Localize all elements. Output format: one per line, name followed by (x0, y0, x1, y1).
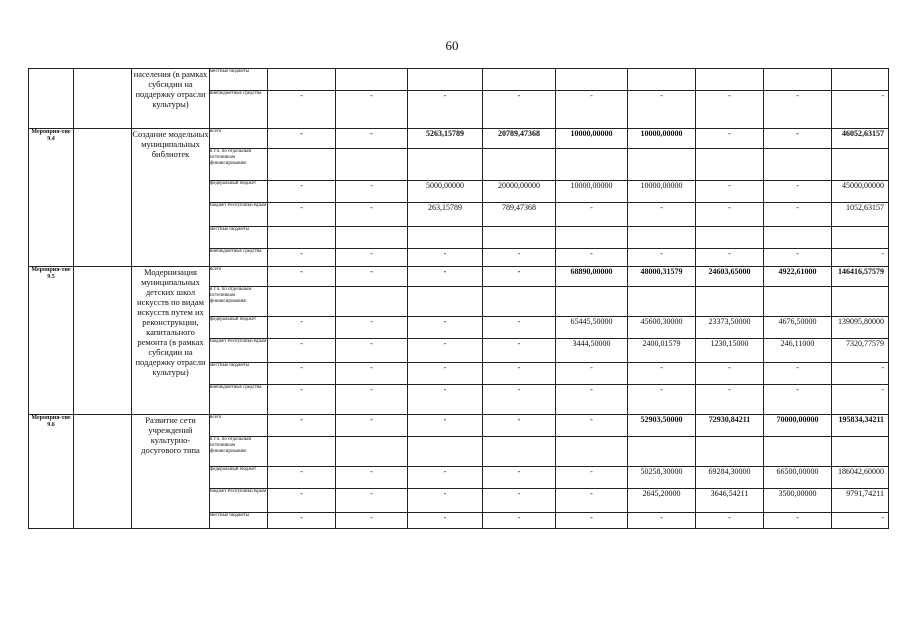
value-cell: - (696, 91, 764, 129)
value-cell: - (408, 91, 483, 129)
executor-cell (74, 129, 132, 267)
page-number: 60 (445, 38, 459, 53)
value-cell: - (628, 385, 696, 415)
value-cell (696, 287, 764, 317)
value-cell: - (336, 129, 408, 149)
total-cell: 46052,63157 (832, 129, 889, 149)
value-cell: 48000,31579 (628, 267, 696, 287)
table-row (29, 69, 889, 91)
value-cell: - (268, 317, 336, 339)
value-cell: - (483, 91, 556, 129)
executor-cell (74, 69, 132, 129)
value-cell: 3646,54211 (696, 489, 764, 513)
value-cell: - (336, 339, 408, 363)
source-cell: федеральный бюджет (210, 317, 268, 339)
source-cell: в т.ч. по отдельным источникам финансирования: (210, 437, 268, 467)
activity-name-cell: населения (в рамках субсидии на поддержку отрасли культуры) (132, 69, 210, 129)
value-cell: - (556, 513, 628, 529)
value-cell: - (268, 339, 336, 363)
activity-cell: Мероприя-тие 9.4 (29, 129, 74, 267)
value-cell (408, 69, 483, 91)
value-cell: - (336, 415, 408, 437)
value-cell: - (696, 129, 764, 149)
value-cell (336, 69, 408, 91)
total-cell: 139095,80000 (832, 317, 889, 339)
value-cell (408, 149, 483, 181)
value-cell (268, 287, 336, 317)
value-cell: - (408, 249, 483, 267)
source-cell: внебюджетные средства (210, 91, 268, 129)
value-cell (628, 149, 696, 181)
value-cell (764, 437, 832, 467)
value-cell: - (628, 203, 696, 227)
value-cell: 50258,30000 (628, 467, 696, 489)
value-cell: 263,15789 (408, 203, 483, 227)
value-cell: 52903,50000 (628, 415, 696, 437)
value-cell: 65445,50000 (556, 317, 628, 339)
value-cell: - (483, 317, 556, 339)
source-cell: федеральный бюджет (210, 181, 268, 203)
value-cell: - (268, 267, 336, 287)
value-cell (764, 149, 832, 181)
value-cell: - (483, 339, 556, 363)
value-cell: 789,47368 (483, 203, 556, 227)
activity-cell: Мероприя-тие 9.5 (29, 267, 74, 415)
value-cell: 5000,00000 (408, 181, 483, 203)
value-cell (408, 227, 483, 249)
value-cell (268, 149, 336, 181)
value-cell: - (764, 363, 832, 385)
value-cell: - (556, 249, 628, 267)
value-cell: - (764, 513, 832, 529)
value-cell: - (696, 181, 764, 203)
total-cell (832, 69, 889, 91)
value-cell: - (268, 415, 336, 437)
value-cell: - (408, 415, 483, 437)
value-cell: - (336, 467, 408, 489)
total-cell: - (832, 513, 889, 529)
total-cell (832, 227, 889, 249)
value-cell (556, 227, 628, 249)
value-cell: - (268, 203, 336, 227)
value-cell (483, 227, 556, 249)
value-cell: - (556, 489, 628, 513)
source-cell: бюджет Республики Крым (210, 203, 268, 227)
value-cell: - (408, 339, 483, 363)
value-cell: - (556, 363, 628, 385)
source-cell: местные бюджеты (210, 513, 268, 529)
value-cell: - (336, 249, 408, 267)
source-cell: всего (210, 415, 268, 437)
activity-name-cell: Создание модельных муниципальных библиотек (132, 129, 210, 267)
value-cell: - (764, 249, 832, 267)
value-cell: - (336, 363, 408, 385)
activity-name-cell: Модернизация муниципальных детских школ искусств по видам искусств путем их реконструкции, капитального ремонта (в рамках субсидии на поддержку отрасли культуры) (132, 267, 210, 415)
value-cell: - (483, 267, 556, 287)
value-cell (628, 69, 696, 91)
executor-cell (74, 415, 132, 529)
value-cell: - (268, 489, 336, 513)
value-cell (268, 437, 336, 467)
value-cell: - (696, 249, 764, 267)
value-cell: - (336, 91, 408, 129)
source-cell: местные бюджеты (210, 227, 268, 249)
source-cell: внебюджетные средства (210, 249, 268, 267)
value-cell: 10000,00000 (556, 129, 628, 149)
source-cell: в т.ч. по отдельным источникам финансирования: (210, 149, 268, 181)
value-cell: - (268, 513, 336, 529)
value-cell (628, 227, 696, 249)
value-cell: 20789,47368 (483, 129, 556, 149)
value-cell: - (764, 385, 832, 415)
total-cell: 146416,57579 (832, 267, 889, 287)
value-cell: 20000,00000 (483, 181, 556, 203)
value-cell: - (268, 249, 336, 267)
total-cell: 1052,63157 (832, 203, 889, 227)
activity-cell: Мероприя-тие 9.6 (29, 415, 74, 529)
source-cell: внебюджетные средства (210, 385, 268, 415)
value-cell: 2400,01579 (628, 339, 696, 363)
value-cell (556, 437, 628, 467)
total-cell: - (832, 249, 889, 267)
value-cell (556, 287, 628, 317)
value-cell (336, 227, 408, 249)
source-cell: федеральный бюджет (210, 467, 268, 489)
value-cell (268, 69, 336, 91)
value-cell: - (556, 415, 628, 437)
value-cell (628, 287, 696, 317)
value-cell: - (483, 385, 556, 415)
total-cell: 45000,00000 (832, 181, 889, 203)
value-cell: - (764, 181, 832, 203)
value-cell: - (628, 91, 696, 129)
source-cell: местные бюджеты (210, 363, 268, 385)
value-cell: - (628, 363, 696, 385)
activity-name-cell: Развитие сети учреждений культурно-досугового типа (132, 415, 210, 529)
value-cell: - (268, 181, 336, 203)
value-cell (483, 287, 556, 317)
value-cell: - (628, 513, 696, 529)
value-cell: - (336, 513, 408, 529)
value-cell (764, 227, 832, 249)
source-cell: бюджет Республики Крым (210, 339, 268, 363)
total-cell: 7320,77579 (832, 339, 889, 363)
value-cell: - (556, 467, 628, 489)
value-cell: - (696, 513, 764, 529)
value-cell: - (336, 267, 408, 287)
value-cell: 10000,00000 (556, 181, 628, 203)
value-cell: - (764, 129, 832, 149)
value-cell: - (556, 91, 628, 129)
total-cell: 186042,60000 (832, 467, 889, 489)
value-cell: - (696, 363, 764, 385)
total-cell: - (832, 385, 889, 415)
value-cell: 10000,00000 (628, 181, 696, 203)
value-cell: 4676,50000 (764, 317, 832, 339)
value-cell: 4922,61000 (764, 267, 832, 287)
value-cell (556, 69, 628, 91)
value-cell: - (408, 467, 483, 489)
value-cell: - (408, 489, 483, 513)
table-row (29, 267, 889, 287)
source-cell: бюджет Республики Крым (210, 489, 268, 513)
total-cell (832, 287, 889, 317)
value-cell (336, 287, 408, 317)
source-cell: всего (210, 129, 268, 149)
value-cell: 69284,30000 (696, 467, 764, 489)
total-cell: 9791,74211 (832, 489, 889, 513)
total-cell: - (832, 363, 889, 385)
value-cell: - (268, 91, 336, 129)
value-cell (336, 437, 408, 467)
value-cell: - (483, 467, 556, 489)
executor-cell (74, 267, 132, 415)
value-cell (696, 437, 764, 467)
value-cell: 24603,65000 (696, 267, 764, 287)
total-cell (832, 149, 889, 181)
value-cell: - (268, 467, 336, 489)
value-cell (628, 437, 696, 467)
value-cell: - (696, 385, 764, 415)
value-cell: - (764, 203, 832, 227)
total-cell: - (832, 91, 889, 129)
value-cell: 246,11000 (764, 339, 832, 363)
value-cell (483, 149, 556, 181)
value-cell (483, 437, 556, 467)
source-cell: в т.ч. по отдельным источникам финансирования: (210, 287, 268, 317)
value-cell: - (483, 513, 556, 529)
value-cell: 5263,15789 (408, 129, 483, 149)
value-cell: - (408, 513, 483, 529)
value-cell: 3500,00000 (764, 489, 832, 513)
value-cell (268, 227, 336, 249)
activity-cell (29, 69, 74, 129)
value-cell: - (408, 267, 483, 287)
value-cell: 45600,30000 (628, 317, 696, 339)
value-cell: - (483, 249, 556, 267)
value-cell: 72930,84211 (696, 415, 764, 437)
value-cell: - (268, 129, 336, 149)
value-cell: - (336, 317, 408, 339)
value-cell: - (336, 181, 408, 203)
value-cell: - (336, 203, 408, 227)
value-cell: 2645,20000 (628, 489, 696, 513)
total-cell (832, 437, 889, 467)
value-cell: 10000,00000 (628, 129, 696, 149)
value-cell: - (336, 385, 408, 415)
value-cell: 23373,50000 (696, 317, 764, 339)
value-cell: - (764, 91, 832, 129)
value-cell (556, 149, 628, 181)
value-cell: 68890,00000 (556, 267, 628, 287)
value-cell: 1230,15000 (696, 339, 764, 363)
value-cell: - (268, 363, 336, 385)
value-cell (408, 437, 483, 467)
value-cell: - (408, 385, 483, 415)
value-cell: - (483, 415, 556, 437)
value-cell: - (408, 363, 483, 385)
value-cell: 3444,50000 (556, 339, 628, 363)
value-cell: - (556, 385, 628, 415)
value-cell: - (268, 385, 336, 415)
table-row (29, 415, 889, 437)
funding-table (28, 68, 889, 529)
value-cell: - (556, 203, 628, 227)
value-cell: - (696, 203, 764, 227)
value-cell: 70000,00000 (764, 415, 832, 437)
value-cell (336, 149, 408, 181)
value-cell: - (483, 363, 556, 385)
table-row (29, 129, 889, 149)
source-cell: местные бюджеты (210, 69, 268, 91)
value-cell (483, 69, 556, 91)
value-cell: - (628, 249, 696, 267)
value-cell: - (483, 489, 556, 513)
value-cell: - (336, 489, 408, 513)
value-cell (696, 69, 764, 91)
value-cell (408, 287, 483, 317)
value-cell (764, 69, 832, 91)
value-cell (696, 149, 764, 181)
value-cell: - (408, 317, 483, 339)
total-cell: 195834,34211 (832, 415, 889, 437)
value-cell: 66500,00000 (764, 467, 832, 489)
value-cell (764, 287, 832, 317)
source-cell: всего (210, 267, 268, 287)
value-cell (696, 227, 764, 249)
